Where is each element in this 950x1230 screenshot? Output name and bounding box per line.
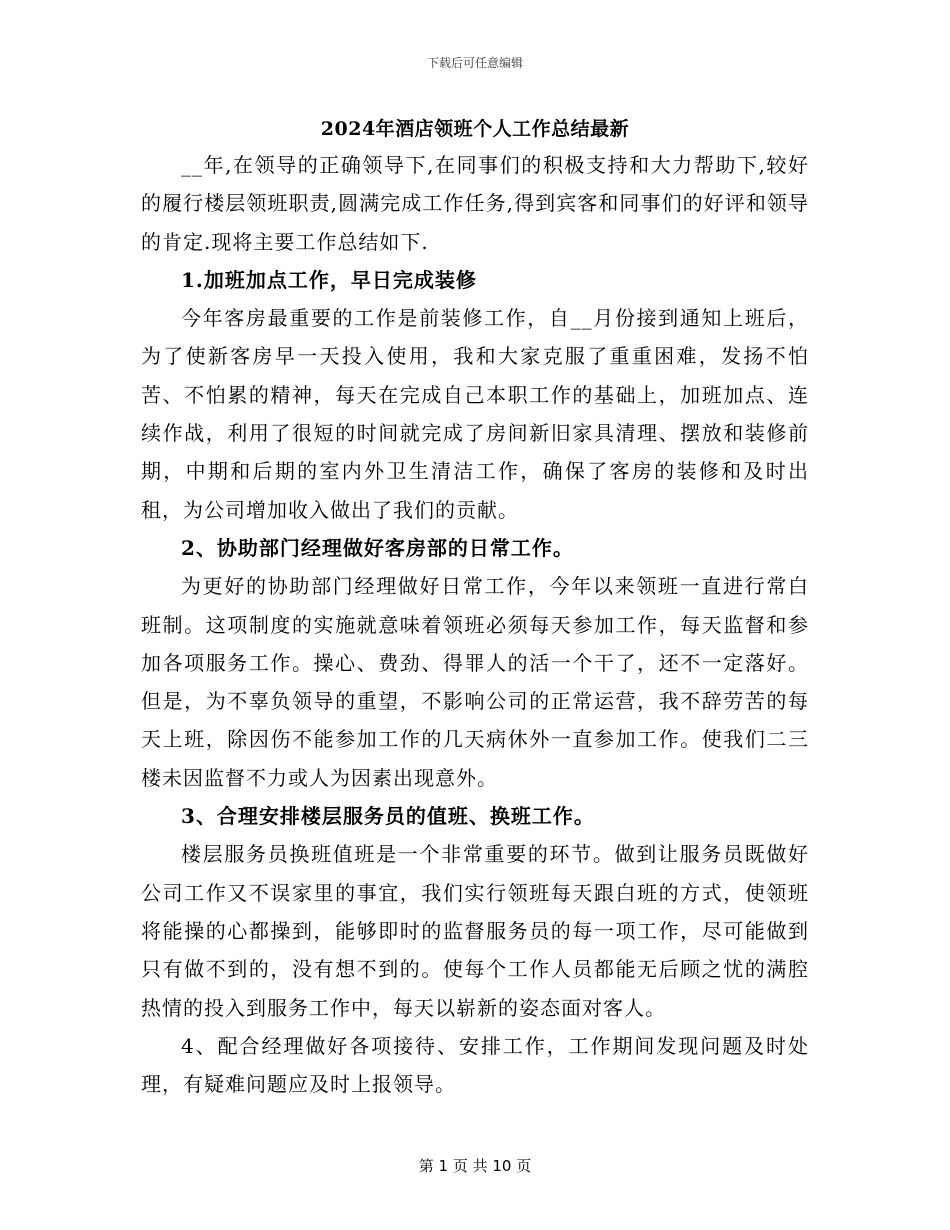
section-paragraph-1: 今年客房最重要的工作是前装修工作，自__月份接到通知上班后，为了使新客房早一天投入使用，我和大家克服了重重困难，发扬不怕苦、不怕累的精神，每天在完成自己本职工作的基础上，加班加点、连续作战，利用了很短的时间就完成了房间新旧家具清理、摆放和装修前期，中期和后期的室内外卫生清洁工作，确保了客房的装修和及时出租，为公司增加收入做出了我们的贡献。 [141, 306, 809, 522]
page-number: 第 1 页 共 10 页 [418, 1157, 532, 1175]
section-heading-3: 3、合理安排楼层服务员的值班、换班工作。 [181, 804, 595, 829]
document-body [141, 146, 809, 1103]
document-title: 2024年酒店领班个人工作总结最新 [320, 118, 630, 140]
section-paragraph-4: 4、配合经理做好各项接待、安排工作，工作期间发现问题及时处理，有疑难问题应及时上报领导。 [141, 1033, 809, 1097]
section-paragraph-3: 楼层服务员换班值班是一个非常重要的环节。做到让服务员既做好公司工作又不误家里的事宜，我们实行领班每天跟白班的方式，使领班将能操的心都操到，能够即时的监督服务员的每一项工作，尽可能做到只有做不到的，没有想不到的。使每个工作人员都能无后顾之忧的满腔热情的投入到服务工作中，每天以崭新的姿态面对客人。 [141, 842, 809, 1020]
section-heading-2: 2、协助部门经理做好客房部的日常工作。 [181, 535, 574, 560]
section-heading-1: 1.加班加点工作，早日完成装修 [181, 267, 477, 292]
intro-paragraph: __年,在领导的正确领导下,在同事们的积极支持和大力帮助下,较好的履行楼层领班职责,圆满完成工作任务,得到宾客和同事们的好评和领导的肯定.现将主要工作总结如下. [141, 153, 809, 254]
section-paragraph-2: 为更好的协助部门经理做好日常工作，今年以来领班一直进行常白班制。这项制度的实施就意味着领班必须每天参加工作，每天监督和参加各项服务工作。操心、费劲、得罪人的活一个干了，还不一定落好。但是，为不辜负领导的重望，不影响公司的正常运营，我不辞劳苦的每天上班，除因伤不能参加工作的几天病休外一直参加工作。使我们二三楼未因监督不力或人为因素出现意外。 [141, 574, 809, 790]
header-note: 下载后可任意编辑 [426, 56, 523, 70]
